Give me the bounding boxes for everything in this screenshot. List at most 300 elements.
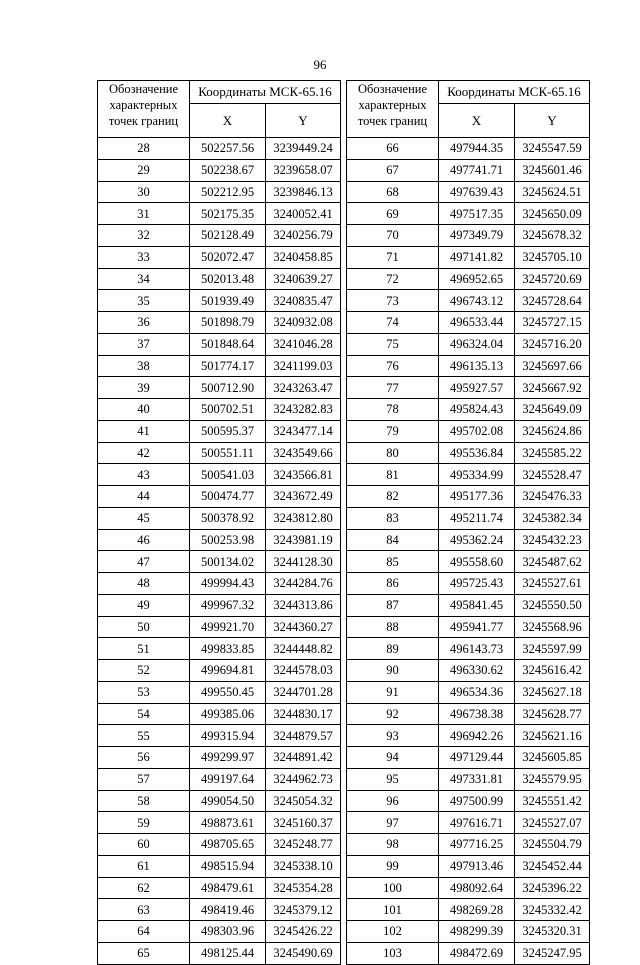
table-row: [347, 616, 590, 638]
point-number-cell: 67: [347, 159, 439, 181]
table-row: [98, 312, 341, 334]
table-row: [347, 246, 590, 268]
table-row: [98, 681, 341, 703]
table-row: [347, 290, 590, 312]
table-row: [347, 660, 590, 682]
x-coordinate-cell: 500712.90: [190, 377, 266, 399]
point-label-line3: точек границ: [357, 114, 428, 128]
y-coordinate-cell: 3244962.73: [266, 768, 341, 790]
table-row: [98, 138, 341, 160]
point-number-cell: 70: [347, 225, 439, 247]
point-number-cell: 84: [347, 529, 439, 551]
y-coordinate-cell: 3244128.30: [266, 551, 341, 573]
point-number-cell: 44: [98, 486, 190, 508]
table-row: [98, 246, 341, 268]
point-number-cell: 61: [98, 855, 190, 877]
table-row: [347, 203, 590, 225]
y-coordinate-cell: 3245382.34: [515, 507, 590, 529]
x-coordinate-cell: 495725.43: [439, 573, 515, 595]
x-coordinate-cell: 501774.17: [190, 355, 266, 377]
y-coordinate-cell: 3245616.42: [515, 660, 590, 682]
y-coordinate-cell: 3244313.86: [266, 594, 341, 616]
y-coordinate-cell: 3245338.10: [266, 855, 341, 877]
table-row: [347, 594, 590, 616]
table-row: [347, 921, 590, 943]
point-number-cell: 34: [98, 268, 190, 290]
table-row: [98, 768, 341, 790]
x-coordinate-cell: 496324.04: [439, 333, 515, 355]
table-row: [347, 159, 590, 181]
y-coordinate-cell: 3240052.41: [266, 203, 341, 225]
point-number-cell: 86: [347, 573, 439, 595]
y-coordinate-cell: 3244891.42: [266, 747, 341, 769]
page-number: 96: [313, 57, 327, 72]
coordinates-tables: [97, 80, 590, 965]
table-row: [347, 181, 590, 203]
x-coordinate-cell: 502238.67: [190, 159, 266, 181]
point-label-line2: характерных: [358, 98, 427, 112]
coordinates-table-left: [97, 80, 341, 965]
y-coordinate-cell: 3244360.27: [266, 616, 341, 638]
y-coordinate-cell: 3245627.18: [515, 681, 590, 703]
y-coordinate-cell: 3243477.14: [266, 420, 341, 442]
x-coordinate-cell: 496330.62: [439, 660, 515, 682]
table-row: [98, 486, 341, 508]
x-coordinate-cell: 500253.98: [190, 529, 266, 551]
table-row: [98, 442, 341, 464]
x-coordinate-cell: 498125.44: [190, 942, 266, 964]
point-number-cell: 66: [347, 138, 439, 160]
point-number-cell: 35: [98, 290, 190, 312]
table-row: [347, 377, 590, 399]
y-coordinate-cell: 3241046.28: [266, 333, 341, 355]
point-label-line3: точек границ: [108, 114, 179, 128]
table-row: [98, 268, 341, 290]
table-row: [347, 812, 590, 834]
x-coordinate-cell: 500474.77: [190, 486, 266, 508]
x-coordinate-cell: 495841.45: [439, 594, 515, 616]
table-row: [347, 333, 590, 355]
x-coordinate-cell: 496143.73: [439, 638, 515, 660]
point-number-cell: 40: [98, 399, 190, 421]
table-row: [347, 399, 590, 421]
point-label-line1: Обозначение: [357, 82, 428, 96]
point-number-cell: 47: [98, 551, 190, 573]
x-coordinate-cell: 495824.43: [439, 399, 515, 421]
x-coordinate-cell: 497129.44: [439, 747, 515, 769]
point-number-cell: 75: [347, 333, 439, 355]
y-coordinate-cell: 3245585.22: [515, 442, 590, 464]
x-coordinate-cell: 502072.47: [190, 246, 266, 268]
y-coordinate-cell: 3245452.44: [515, 855, 590, 877]
x-coordinate-cell: 497331.81: [439, 768, 515, 790]
point-label-header: [98, 81, 190, 138]
y-coordinate-cell: 3245320.31: [515, 921, 590, 943]
y-coordinate-cell: 3245728.64: [515, 290, 590, 312]
y-coordinate-cell: 3245527.61: [515, 573, 590, 595]
y-coordinate-cell: 3240458.85: [266, 246, 341, 268]
point-number-cell: 59: [98, 812, 190, 834]
table-row: [347, 768, 590, 790]
x-coordinate-cell: 497349.79: [439, 225, 515, 247]
y-coordinate-cell: 3239846.13: [266, 181, 341, 203]
x-coordinate-cell: 499299.97: [190, 747, 266, 769]
table-row: [98, 290, 341, 312]
y-coordinate-cell: 3245476.33: [515, 486, 590, 508]
point-number-cell: 49: [98, 594, 190, 616]
y-coordinate-cell: 3245332.42: [515, 899, 590, 921]
x-coordinate-cell: 501939.49: [190, 290, 266, 312]
point-number-cell: 91: [347, 681, 439, 703]
point-number-cell: 37: [98, 333, 190, 355]
y-header: Y: [266, 104, 341, 138]
point-number-cell: 78: [347, 399, 439, 421]
y-coordinate-cell: 3245650.09: [515, 203, 590, 225]
x-coordinate-cell: 497639.43: [439, 181, 515, 203]
point-number-cell: 29: [98, 159, 190, 181]
table-row: [98, 399, 341, 421]
x-coordinate-cell: 502257.56: [190, 138, 266, 160]
point-number-cell: 48: [98, 573, 190, 595]
table-row: [347, 529, 590, 551]
y-coordinate-cell: 3239449.24: [266, 138, 341, 160]
point-number-cell: 28: [98, 138, 190, 160]
x-coordinate-cell: 495536.84: [439, 442, 515, 464]
table-row: [347, 138, 590, 160]
y-coordinate-cell: 3243282.83: [266, 399, 341, 421]
point-number-cell: 101: [347, 899, 439, 921]
x-coordinate-cell: 497517.35: [439, 203, 515, 225]
x-coordinate-cell: 496534.36: [439, 681, 515, 703]
x-coordinate-cell: 500378.92: [190, 507, 266, 529]
x-coordinate-cell: 500134.02: [190, 551, 266, 573]
x-coordinate-cell: 497716.25: [439, 834, 515, 856]
point-number-cell: 93: [347, 725, 439, 747]
table-body-left: [98, 138, 341, 965]
y-coordinate-cell: 3244879.57: [266, 725, 341, 747]
y-header: Y: [515, 104, 590, 138]
y-coordinate-cell: 3245601.46: [515, 159, 590, 181]
x-coordinate-cell: 497500.99: [439, 790, 515, 812]
x-coordinate-cell: 495334.99: [439, 464, 515, 486]
point-number-cell: 92: [347, 703, 439, 725]
x-coordinate-cell: 498705.65: [190, 834, 266, 856]
x-coordinate-cell: 497616.71: [439, 812, 515, 834]
y-coordinate-cell: 3245667.92: [515, 377, 590, 399]
point-number-cell: 76: [347, 355, 439, 377]
table-row: [98, 464, 341, 486]
table-row: [98, 790, 341, 812]
point-number-cell: 31: [98, 203, 190, 225]
point-number-cell: 102: [347, 921, 439, 943]
table-row: [98, 660, 341, 682]
y-coordinate-cell: 3245054.32: [266, 790, 341, 812]
y-coordinate-cell: 3240932.08: [266, 312, 341, 334]
x-coordinate-cell: 499550.45: [190, 681, 266, 703]
table-row: [98, 203, 341, 225]
y-coordinate-cell: 3243549.66: [266, 442, 341, 464]
point-number-cell: 103: [347, 942, 439, 964]
point-number-cell: 100: [347, 877, 439, 899]
x-coordinate-cell: 502013.48: [190, 268, 266, 290]
point-label-line2: характерных: [109, 98, 178, 112]
y-coordinate-cell: 3245396.22: [515, 877, 590, 899]
table-row: [98, 377, 341, 399]
y-coordinate-cell: 3243263.47: [266, 377, 341, 399]
x-coordinate-cell: 497913.46: [439, 855, 515, 877]
table-row: [98, 855, 341, 877]
x-coordinate-cell: 500595.37: [190, 420, 266, 442]
point-number-cell: 42: [98, 442, 190, 464]
table-row: [347, 464, 590, 486]
x-coordinate-cell: 495927.57: [439, 377, 515, 399]
point-number-cell: 36: [98, 312, 190, 334]
x-coordinate-cell: 495177.36: [439, 486, 515, 508]
y-coordinate-cell: 3245490.69: [266, 942, 341, 964]
point-number-cell: 68: [347, 181, 439, 203]
y-coordinate-cell: 3245248.77: [266, 834, 341, 856]
y-coordinate-cell: 3245705.10: [515, 246, 590, 268]
table-row: [347, 681, 590, 703]
x-coordinate-cell: 495558.60: [439, 551, 515, 573]
coords-header: Координаты МСК-65.16: [439, 81, 590, 104]
y-coordinate-cell: 3245678.32: [515, 225, 590, 247]
point-number-cell: 39: [98, 377, 190, 399]
y-coordinate-cell: 3243812.80: [266, 507, 341, 529]
point-label-header: [347, 81, 439, 138]
x-coordinate-cell: 496952.65: [439, 268, 515, 290]
x-coordinate-cell: 497741.71: [439, 159, 515, 181]
x-coordinate-cell: 498419.46: [190, 899, 266, 921]
point-number-cell: 98: [347, 834, 439, 856]
table-row: [98, 877, 341, 899]
y-coordinate-cell: 3245527.07: [515, 812, 590, 834]
x-coordinate-cell: 496743.12: [439, 290, 515, 312]
y-coordinate-cell: 3245624.51: [515, 181, 590, 203]
point-number-cell: 58: [98, 790, 190, 812]
point-number-cell: 30: [98, 181, 190, 203]
x-coordinate-cell: 498515.94: [190, 855, 266, 877]
point-number-cell: 56: [98, 747, 190, 769]
y-coordinate-cell: 3245432.23: [515, 529, 590, 551]
table-row: [98, 725, 341, 747]
table-row: [347, 703, 590, 725]
x-coordinate-cell: 497944.35: [439, 138, 515, 160]
y-coordinate-cell: 3245579.95: [515, 768, 590, 790]
table-row: [347, 225, 590, 247]
y-coordinate-cell: 3245649.09: [515, 399, 590, 421]
x-header: X: [439, 104, 515, 138]
table-row: [347, 573, 590, 595]
table-row: [98, 703, 341, 725]
y-coordinate-cell: 3245160.37: [266, 812, 341, 834]
point-number-cell: 83: [347, 507, 439, 529]
point-number-cell: 87: [347, 594, 439, 616]
table-row: [98, 616, 341, 638]
y-coordinate-cell: 3245528.47: [515, 464, 590, 486]
point-number-cell: 95: [347, 768, 439, 790]
table-body-right: [347, 138, 590, 965]
x-coordinate-cell: 496533.44: [439, 312, 515, 334]
y-coordinate-cell: 3244448.82: [266, 638, 341, 660]
point-number-cell: 72: [347, 268, 439, 290]
table-row: [98, 507, 341, 529]
table-row: [98, 812, 341, 834]
point-number-cell: 77: [347, 377, 439, 399]
table-row: [347, 638, 590, 660]
x-coordinate-cell: 496738.38: [439, 703, 515, 725]
y-coordinate-cell: 3245716.20: [515, 333, 590, 355]
table-row: [98, 420, 341, 442]
point-number-cell: 90: [347, 660, 439, 682]
y-coordinate-cell: 3245487.62: [515, 551, 590, 573]
point-number-cell: 71: [347, 246, 439, 268]
y-coordinate-cell: 3243672.49: [266, 486, 341, 508]
y-coordinate-cell: 3245605.85: [515, 747, 590, 769]
point-number-cell: 94: [347, 747, 439, 769]
point-number-cell: 62: [98, 877, 190, 899]
x-coordinate-cell: 495211.74: [439, 507, 515, 529]
x-coordinate-cell: 499694.81: [190, 660, 266, 682]
point-number-cell: 97: [347, 812, 439, 834]
table-row: [98, 638, 341, 660]
coords-header: Координаты МСК-65.16: [190, 81, 341, 104]
table-row: [347, 899, 590, 921]
point-number-cell: 57: [98, 768, 190, 790]
y-coordinate-cell: 3245504.79: [515, 834, 590, 856]
x-coordinate-cell: 499054.50: [190, 790, 266, 812]
point-number-cell: 81: [347, 464, 439, 486]
y-coordinate-cell: 3239658.07: [266, 159, 341, 181]
table-row: [347, 725, 590, 747]
y-coordinate-cell: 3245426.22: [266, 921, 341, 943]
point-number-cell: 99: [347, 855, 439, 877]
point-number-cell: 32: [98, 225, 190, 247]
table-row: [347, 834, 590, 856]
point-number-cell: 51: [98, 638, 190, 660]
x-coordinate-cell: 496942.26: [439, 725, 515, 747]
table-row: [98, 225, 341, 247]
x-coordinate-cell: 501848.64: [190, 333, 266, 355]
point-number-cell: 82: [347, 486, 439, 508]
x-coordinate-cell: 495941.77: [439, 616, 515, 638]
x-coordinate-cell: 499833.85: [190, 638, 266, 660]
x-coordinate-cell: 498269.28: [439, 899, 515, 921]
y-coordinate-cell: 3245550.50: [515, 594, 590, 616]
table-row: [98, 355, 341, 377]
table-row: [347, 790, 590, 812]
table-row: [98, 333, 341, 355]
table-row: [98, 529, 341, 551]
x-coordinate-cell: 495362.24: [439, 529, 515, 551]
point-number-cell: 89: [347, 638, 439, 660]
y-coordinate-cell: 3244578.03: [266, 660, 341, 682]
point-number-cell: 55: [98, 725, 190, 747]
x-coordinate-cell: 499921.70: [190, 616, 266, 638]
y-coordinate-cell: 3245547.59: [515, 138, 590, 160]
point-number-cell: 88: [347, 616, 439, 638]
x-coordinate-cell: 500702.51: [190, 399, 266, 421]
point-number-cell: 80: [347, 442, 439, 464]
table-row: [98, 899, 341, 921]
point-number-cell: 65: [98, 942, 190, 964]
point-number-cell: 41: [98, 420, 190, 442]
point-number-cell: 63: [98, 899, 190, 921]
table-row: [98, 181, 341, 203]
point-number-cell: 45: [98, 507, 190, 529]
table-row: [347, 355, 590, 377]
x-coordinate-cell: 497141.82: [439, 246, 515, 268]
point-number-cell: 52: [98, 660, 190, 682]
x-coordinate-cell: 502212.95: [190, 181, 266, 203]
table-row: [347, 486, 590, 508]
point-number-cell: 43: [98, 464, 190, 486]
x-coordinate-cell: 496135.13: [439, 355, 515, 377]
y-coordinate-cell: 3245727.15: [515, 312, 590, 334]
point-label-line1: Обозначение: [108, 82, 179, 96]
y-coordinate-cell: 3244284.76: [266, 573, 341, 595]
y-coordinate-cell: 3245720.69: [515, 268, 590, 290]
x-coordinate-cell: 499197.64: [190, 768, 266, 790]
x-coordinate-cell: 502175.35: [190, 203, 266, 225]
x-coordinate-cell: 498299.39: [439, 921, 515, 943]
table-row: [347, 877, 590, 899]
y-coordinate-cell: 3243981.19: [266, 529, 341, 551]
y-coordinate-cell: 3244701.28: [266, 681, 341, 703]
table-row: [347, 507, 590, 529]
point-number-cell: 69: [347, 203, 439, 225]
x-coordinate-cell: 498873.61: [190, 812, 266, 834]
y-coordinate-cell: 3240639.27: [266, 268, 341, 290]
table-row: [98, 747, 341, 769]
y-coordinate-cell: 3243566.81: [266, 464, 341, 486]
x-coordinate-cell: 500541.03: [190, 464, 266, 486]
x-header: X: [190, 104, 266, 138]
x-coordinate-cell: 499315.94: [190, 725, 266, 747]
point-number-cell: 73: [347, 290, 439, 312]
y-coordinate-cell: 3240835.47: [266, 290, 341, 312]
point-number-cell: 64: [98, 921, 190, 943]
y-coordinate-cell: 3241199.03: [266, 355, 341, 377]
y-coordinate-cell: 3245354.28: [266, 877, 341, 899]
point-number-cell: 46: [98, 529, 190, 551]
y-coordinate-cell: 3245628.77: [515, 703, 590, 725]
y-coordinate-cell: 3245597.99: [515, 638, 590, 660]
y-coordinate-cell: 3245247.95: [515, 942, 590, 964]
x-coordinate-cell: 498303.96: [190, 921, 266, 943]
point-number-cell: 54: [98, 703, 190, 725]
table-row: [347, 747, 590, 769]
y-coordinate-cell: 3245621.16: [515, 725, 590, 747]
point-number-cell: 53: [98, 681, 190, 703]
table-row: [347, 312, 590, 334]
x-coordinate-cell: 495702.08: [439, 420, 515, 442]
x-coordinate-cell: 501898.79: [190, 312, 266, 334]
y-coordinate-cell: 3245551.42: [515, 790, 590, 812]
point-number-cell: 60: [98, 834, 190, 856]
table-row: [98, 551, 341, 573]
x-coordinate-cell: 500551.11: [190, 442, 266, 464]
x-coordinate-cell: 498092.64: [439, 877, 515, 899]
x-coordinate-cell: 499967.32: [190, 594, 266, 616]
x-coordinate-cell: 499994.43: [190, 573, 266, 595]
x-coordinate-cell: 498472.69: [439, 942, 515, 964]
x-coordinate-cell: 498479.61: [190, 877, 266, 899]
point-number-cell: 33: [98, 246, 190, 268]
x-coordinate-cell: 499385.06: [190, 703, 266, 725]
y-coordinate-cell: 3245624.86: [515, 420, 590, 442]
y-coordinate-cell: 3245568.96: [515, 616, 590, 638]
